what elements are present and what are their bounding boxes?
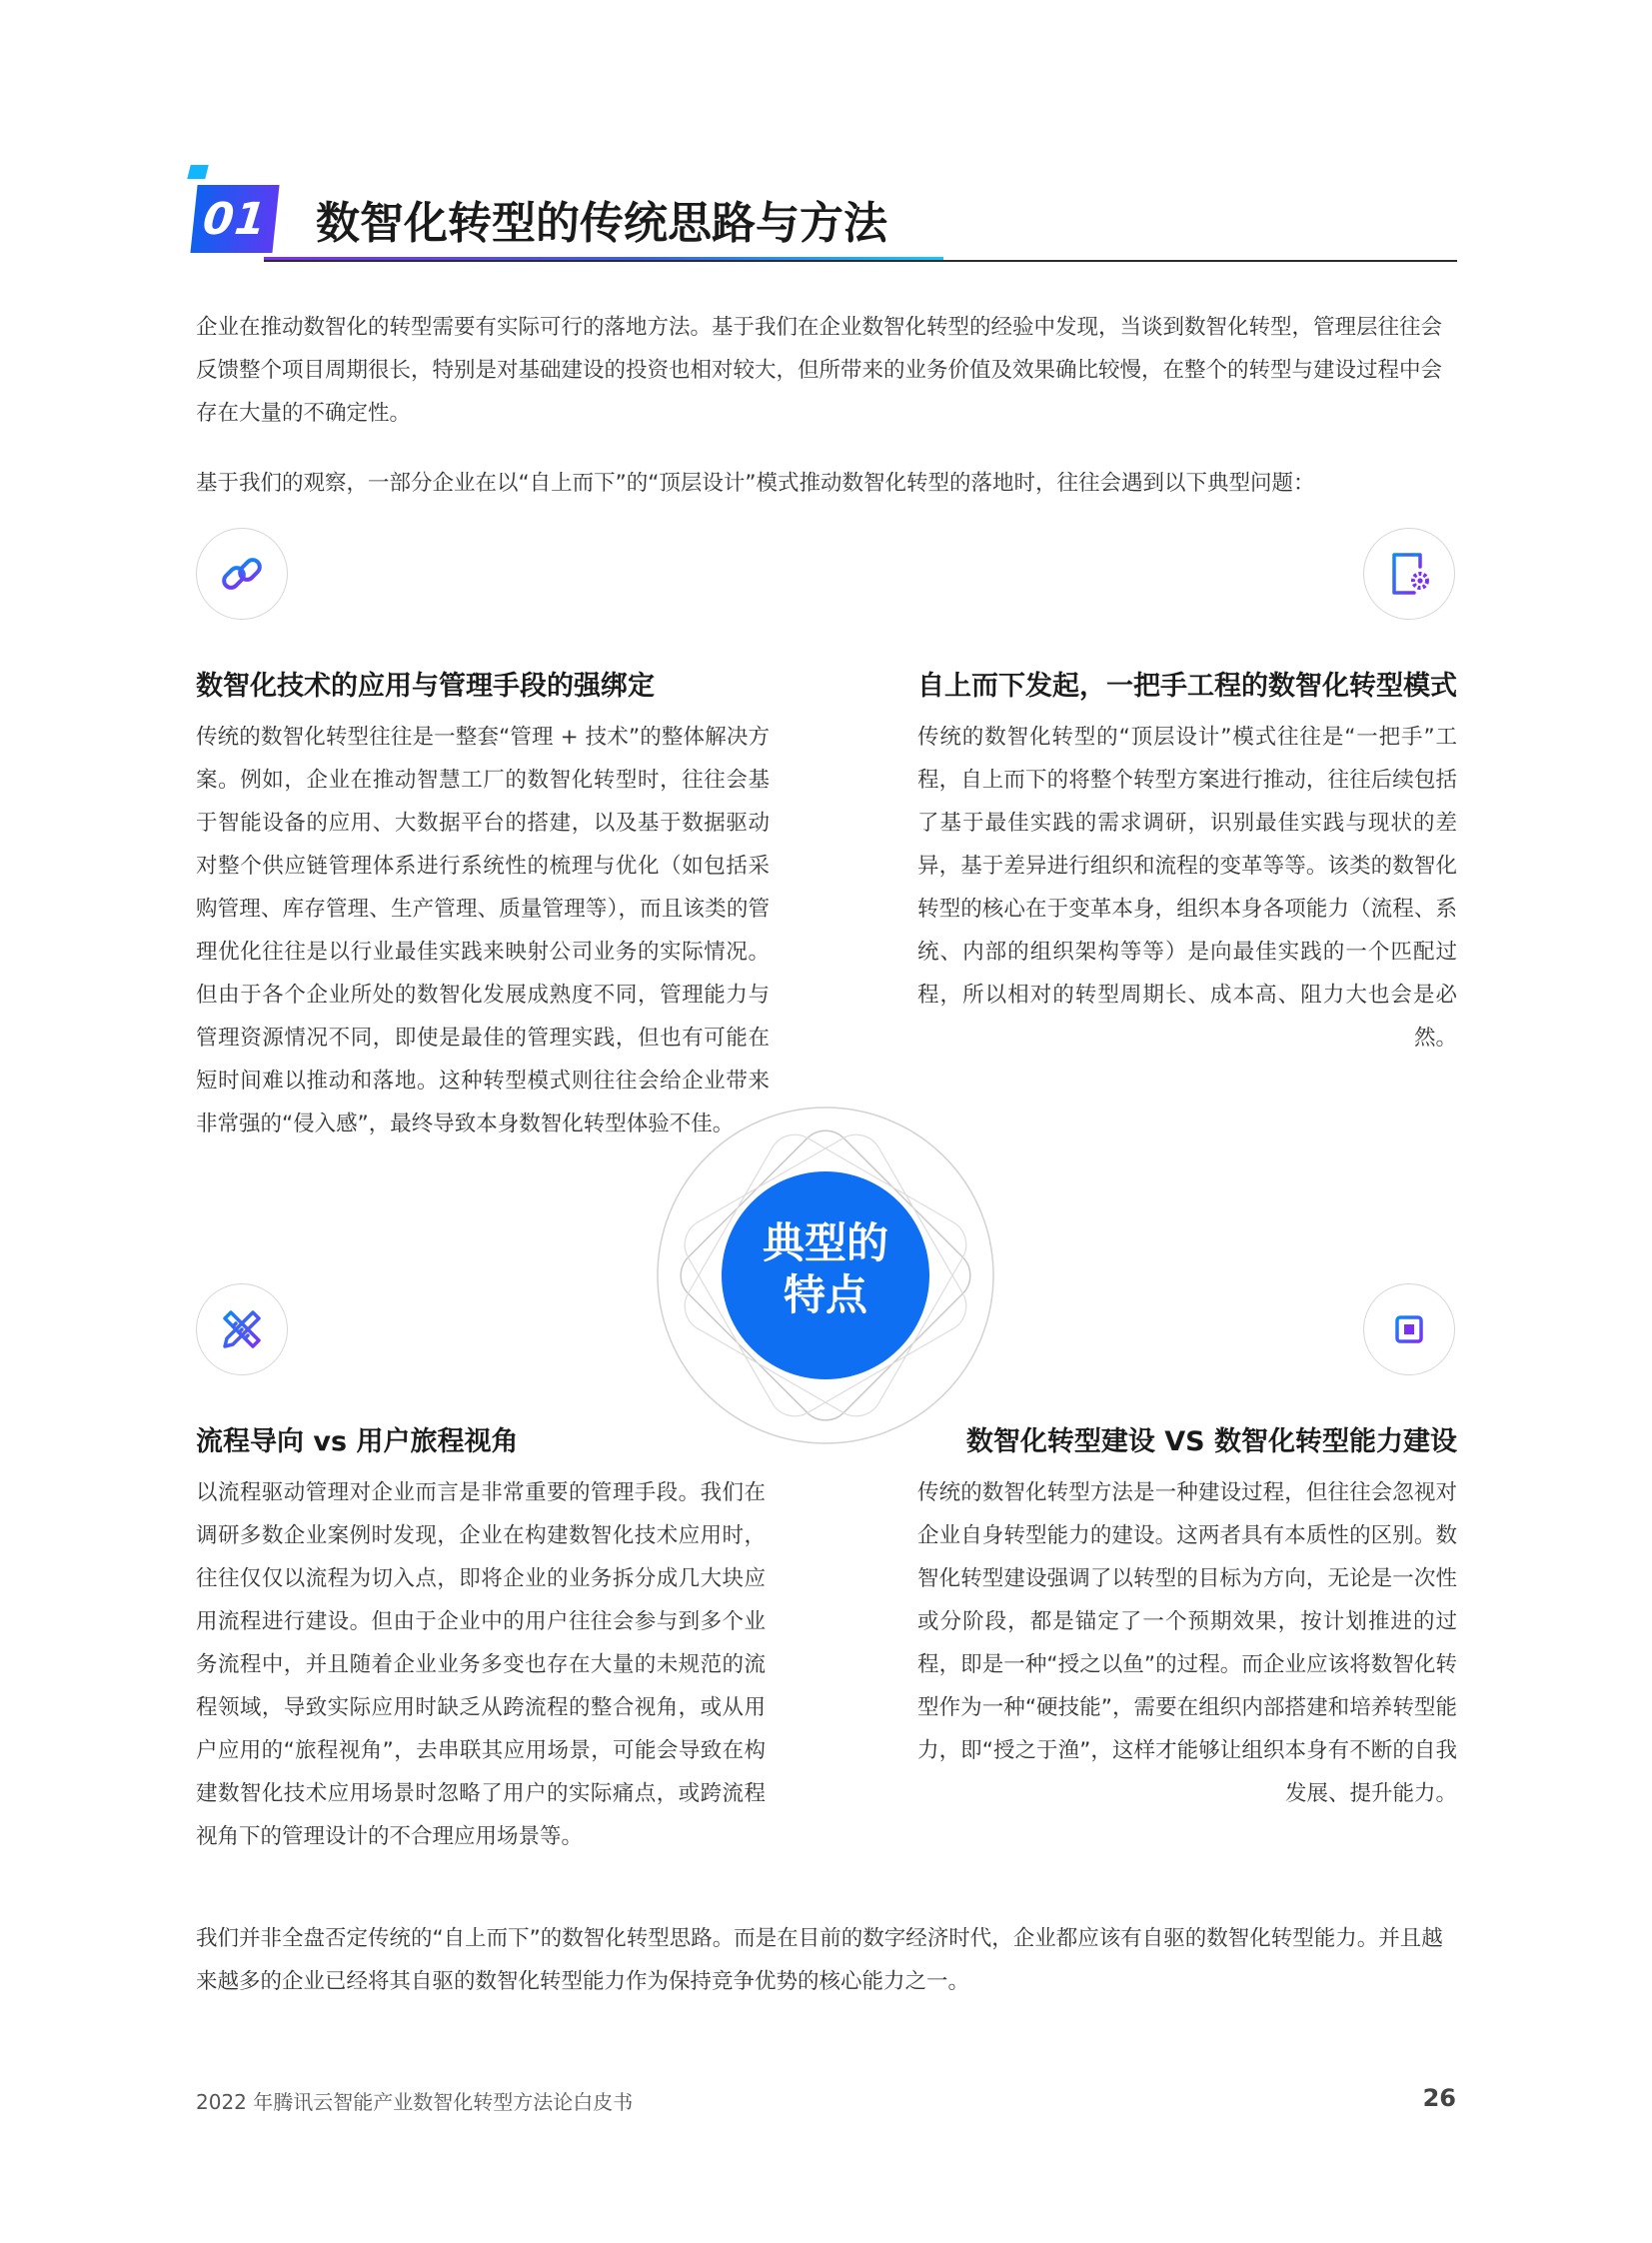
header-underline-line	[264, 260, 1457, 262]
section-body-top-right: 传统的数智化转型的“顶层设计”模式往往是“一把手”工程，自上而下的将整个转型方案进行推动，往往后续包括了基于最佳实践的需求调研，识别最佳实践与现状的差异，基于差异进行组织和流程的变革等等。该类的数智化转型的核心在于变革本身，组织本身各项能力（流程、系统、内部的组织架构等等）是向最佳实践的一个匹配过程，所以相对的转型周期长、成本高、阻力大也会是必然。	[917, 725, 1457, 1051]
page-number: 26	[1422, 2084, 1456, 2112]
footer-title: 2022 年腾讯云智能产业数智化转型方法论白皮书	[196, 2090, 634, 2114]
section-header	[194, 165, 1457, 265]
center-label-line-1: 典型的	[762, 1218, 888, 1267]
section-title-top-right: 自上而下发起，一把手工程的数智化转型模式	[917, 671, 1457, 702]
document-settings-icon	[1384, 549, 1434, 599]
intro-paragraph-2: 基于我们的观察，一部分企业在以“自上而下”的“顶层设计”模式推动数智化转型的落地时，往往会遇到以下典型问题：	[196, 471, 1315, 496]
section-number-badge	[190, 185, 279, 253]
section-title: 数智化转型的传统思路与方法	[316, 198, 887, 249]
section-title-top-left: 数智化技术的应用与管理手段的强绑定	[196, 671, 655, 702]
section-body-bottom-right: 传统的数智化转型方法是一种建设过程，但往往会忽视对企业自身转型能力的建设。这两者具有本质性的区别。数智化转型建设强调了以转型的目标为方向，无论是一次性或分阶段，都是锚定了一个预期效果，按计划推进的过程，即是一种“授之以鱼”的过程。而企业应该将数智化转型作为一种“硬技能”，需要在组织内部搭建和培养转型能力，即“授之于渔”，这样才能够让组织本身有不断的自我发展、提升能力。	[917, 1480, 1457, 1806]
icon-circle-bottom-left	[196, 1283, 288, 1375]
icon-circle-top-right	[1363, 528, 1455, 620]
chip-icon	[1384, 1304, 1434, 1354]
icon-circle-bottom-right	[1363, 1283, 1455, 1375]
link-icon	[217, 549, 267, 599]
section-body-top-left: 传统的数智化转型往往是一整套“管理 + 技术”的整体解决方案。例如，企业在推动智慧工厂的数智化转型时，往往会基于智能设备的应用、大数据平台的搭建，以及基于数据驱动对整个供应链管理体系进行系统性的梳理与优化（如包括采购管理、库存管理、生产管理、质量管理等），而且该类的管理优化往往是以行业最佳实践来映射公司业务的实际情况。但由于各个企业所处的数智化发展成熟度不同，管理能力与管理资源情况不同，即使是最佳的管理实践，但也有可能在短时间难以推动和落地。这种转型模式则往往会给企业带来非常强的“侵入感”，最终导致本身数智化转型体验不佳。	[196, 725, 770, 1136]
conclusion-paragraph: 我们并非全盘否定传统的“自上而下”的数智化转型思路。而是在目前的数字经济时代，企业都应该有自驱的数智化转型能力。并且越来越多的企业已经将其自驱的数智化转型能力作为保持竞争优势的核心能力之一。	[196, 1926, 1443, 1994]
pencil-ruler-icon	[217, 1304, 267, 1354]
header-accent-top	[187, 165, 208, 179]
section-title-bottom-right: 数智化转型建设 VS 数智化转型能力建设	[965, 1426, 1457, 1457]
intro-paragraph-1: 企业在推动数智化的转型需要有实际可行的落地方法。基于我们在企业数智化转型的经验中发现，当谈到数智化转型，管理层往往会反馈整个项目周期很长，特别是对基础建设的投资也相对较大，但所带来的业务价值及效果确比较慢，在整个的转型与建设过程中会存在大量的不确定性。	[196, 315, 1443, 426]
section-number: 01	[200, 193, 270, 245]
center-label	[722, 1217, 929, 1321]
center-label-line-2: 特点	[783, 1270, 867, 1319]
icon-circle-top-left	[196, 528, 288, 620]
section-title-bottom-left: 流程导向 vs 用户旅程视角	[196, 1426, 519, 1457]
section-body-bottom-left: 以流程驱动管理对企业而言是非常重要的管理手段。我们在调研多数企业案例时发现，企业在构建数智化技术应用时，往往仅仅以流程为切入点，即将企业的业务拆分成几大块应用流程进行建设。但由于企业中的用户往往会参与到多个业务流程中，并且随着企业业务多变也存在大量的未规范的流程领域，导致实际应用时缺乏从跨流程的整合视角，或从用户应用的“旅程视角”，去串联其应用场景，可能会导致在构建数智化技术应用场景时忽略了用户的实际痛点，或跨流程视角下的管理设计的不合理应用场景等。	[196, 1480, 766, 1849]
